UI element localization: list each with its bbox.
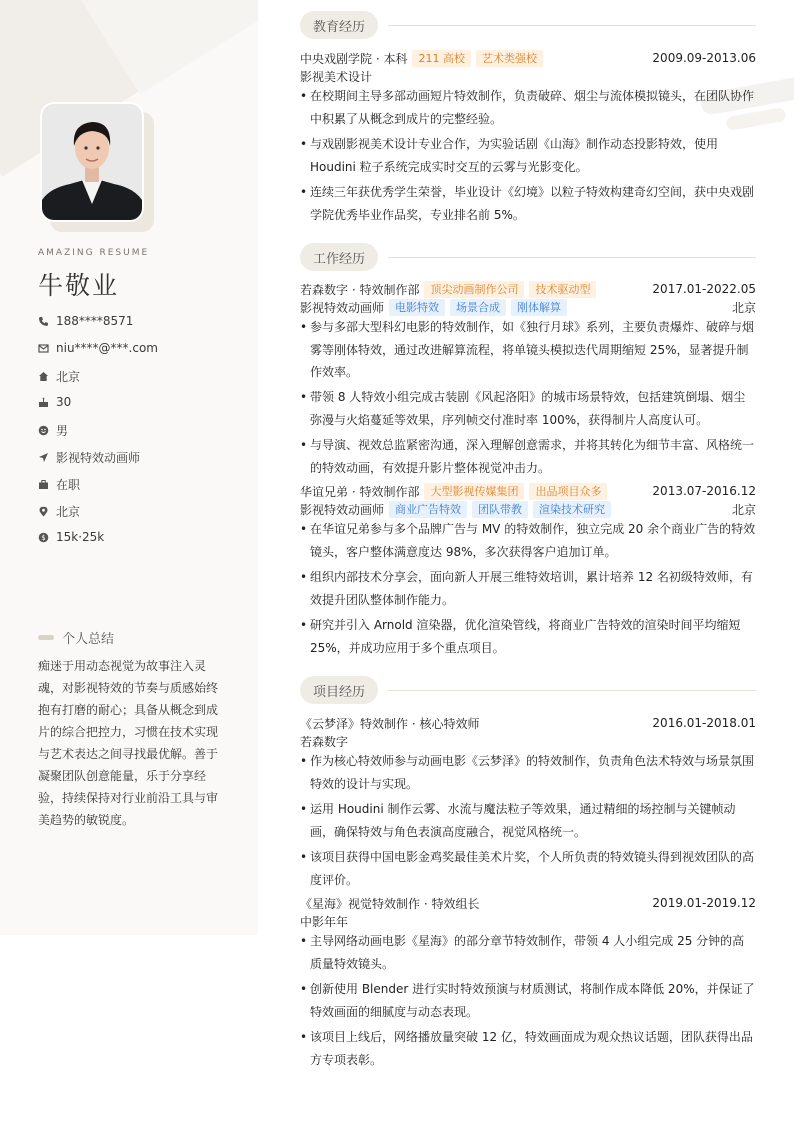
send-icon: [38, 452, 49, 463]
project-bullet: • 该项目获得中国电影金鸡奖最佳美术片奖，个人所负责的特效镜头得到视效团队的高度评价。: [300, 846, 756, 891]
project-bullet: • 主导网络动画电影《星海》的部分章节特效制作，带领 4 人小组完成 25 分钟的高质量特效镜头。: [300, 930, 756, 975]
school-tag: 艺术类强校: [476, 50, 543, 67]
position-text: 影视特效动画师: [56, 451, 141, 465]
section-divider: [388, 257, 756, 258]
phone-icon: [38, 316, 49, 327]
project-bullet: • 作为核心特效师参与动画电影《云梦泽》的特效制作，负责角色法术特效与场景氛围特效的设计与实现。: [300, 750, 756, 795]
info-location: [38, 368, 80, 385]
role-tag: 场景合成: [450, 299, 506, 316]
job-role: 影视特效动画师: [300, 502, 385, 517]
avatar-photo: [42, 104, 142, 220]
mail-icon: [38, 343, 49, 354]
section-education: [300, 11, 756, 39]
job-bullet: • 参与多部大型科幻电影的特效制作，如《独行月球》系列，主要负责爆炸、破碎与烟雾等刚体特效，通过改进解算流程，将单镜头模拟迭代周期缩短 25%，显著提升制作效率。: [300, 316, 756, 384]
summary-title-text: 个人总结: [62, 632, 115, 647]
info-status: [38, 476, 80, 493]
major-text: 影视美术设计: [300, 69, 373, 84]
summary-heading: [38, 628, 114, 647]
role-tag: 刚体解算: [511, 299, 567, 316]
target-city-text: 北京: [56, 505, 81, 519]
education-header: [300, 49, 756, 67]
company-tag: 出品项目众多: [529, 483, 607, 500]
money-icon: [38, 532, 49, 543]
job-bullet: • 研究并引入 Arnold 渲染器，优化渲染管线，将商业广告特效的渲染时间平均缩短 25%，并成功应用于多个重点项目。: [300, 614, 756, 659]
info-email: [38, 341, 158, 355]
section-title: 教育经历: [300, 11, 378, 39]
education-bullet: • 连续三年获优秀学生荣誉，毕业设计《幻境》以粒子特效构建奇幻空间，获中央戏剧学院优秀毕业作品奖，专业排名前 5%。: [300, 181, 756, 226]
education-major: [300, 67, 756, 85]
company-name: 若森数字 · 特效制作部: [300, 282, 420, 297]
section-divider: [388, 25, 756, 26]
project-name: 《星海》视觉特效制作 · 特效组长: [300, 896, 480, 911]
company-tag: 技术驱动型: [529, 281, 596, 298]
age-text: 30: [56, 395, 72, 409]
project-bullet: • 创新使用 Blender 进行实时特效预演与材质测试，将制作成本降低 20%，并保证了特效画面的细腻度与动态表现。: [300, 978, 756, 1023]
info-gender: [38, 422, 68, 439]
company-tag: 大型影视传媒集团: [424, 483, 524, 500]
school-tag: 211 高校: [412, 50, 471, 67]
briefcase-icon: [38, 479, 49, 490]
role-tag: 渲染技术研究: [533, 501, 611, 518]
info-phone: [38, 314, 133, 328]
cake-icon: [38, 397, 49, 408]
project-name: 《云梦泽》特效制作 · 核心特效师: [300, 716, 480, 731]
section-title: 项目经历: [300, 676, 378, 704]
education-bullet: • 与戏剧影视美术设计专业合作，为实验话剧《山海》制作动态投影特效，使用 Houdini 粒子系统完成实时交互的云雾与光影变化。: [300, 133, 756, 178]
job-city: 北京: [731, 502, 756, 517]
section-projects: [300, 676, 756, 704]
location-pin-icon: [38, 506, 49, 517]
job-bullet: • 带领 8 人特效小组完成古装剧《风起洛阳》的城市场景特效，包括建筑倒塌、烟尘弥漫与火焰蔓延等效果，序列帧交付准时率 100%，获得制片人高度认可。: [300, 386, 756, 431]
role-tag: 团队带教: [472, 501, 528, 518]
company-tag: 顶尖动画制作公司: [424, 281, 524, 298]
education-date: 2009.09-2013.06: [652, 51, 756, 65]
smile-icon: [38, 425, 49, 436]
role-tag: 电影特效: [389, 299, 445, 316]
project-org: 中影年年: [300, 914, 349, 929]
job-header: [300, 280, 756, 298]
job-bullet: • 组织内部技术分享会，面向新人开展三维特效培训，累计培养 12 名初级特效师，有效提升团队整体制作能力。: [300, 566, 756, 611]
section-divider: [388, 690, 756, 691]
resume-tagline: AMAZING RESUME: [38, 248, 150, 258]
salary-text: 15k·25k: [56, 530, 105, 544]
location-text: 北京: [56, 370, 81, 384]
project-org-row: [300, 912, 756, 930]
gender-text: 男: [56, 424, 69, 438]
job-header: [300, 482, 756, 500]
job-city: 北京: [731, 300, 756, 315]
section-title: 工作经历: [300, 243, 378, 271]
job-bullet: • 在华谊兄弟参与多个品牌广告与 MV 的特效制作，独立完成 20 余个商业广告的特效镜头，客户整体满意度达 98%，多次获得客户追加订单。: [300, 518, 756, 563]
job-date: 2013.07-2016.12: [652, 484, 756, 498]
project-date: 2019.01-2019.12: [652, 896, 756, 910]
project-org: 若森数字: [300, 734, 349, 749]
project-header: [300, 714, 756, 732]
job-bullet: • 与导演、视效总监紧密沟通，深入理解创意需求，并将其转化为细节丰富、风格统一的特效动画，有效提升影片整体视觉冲击力。: [300, 434, 756, 479]
education-bullet: • 在校期间主导多部动画短片特效制作，负责破碎、烟尘与流体模拟镜头，在团队协作中积累了从概念到成片的完整经验。: [300, 85, 756, 130]
school-name: 中央戏剧学院 · 本科: [300, 51, 408, 66]
heading-bar: [38, 635, 54, 640]
project-org-row: [300, 732, 756, 750]
info-target-city: [38, 503, 80, 520]
job-role: 影视特效动画师: [300, 300, 385, 315]
section-work: [300, 243, 756, 271]
info-age: [38, 395, 71, 409]
project-date: 2016.01-2018.01: [652, 716, 756, 730]
phone-text: 188****8571: [56, 314, 134, 328]
info-position: [38, 449, 140, 466]
project-bullet: • 该项目上线后，网络播放量突破 12 亿，特效画面成为观众热议话题，团队获得出品方专项表彰。: [300, 1026, 756, 1071]
info-salary: [38, 530, 104, 544]
svg-text:$: $: [41, 533, 46, 542]
candidate-name: 牛敬业: [38, 271, 120, 300]
project-header: [300, 894, 756, 912]
job-date: 2017.01-2022.05: [652, 282, 756, 296]
job-role-row: [300, 298, 756, 316]
summary-text: 痴迷于用动态视觉为故事注入灵魂，对影视特效的节奏与质感始终抱有打磨的耐心；具备从概念到成片的综合把控力，习惯在技术实现与艺术表达之间寻找最优解。善于凝聚团队创意能量，乐于分享经验，持续保持对行业前沿工具与审美趋势的敏锐度。: [38, 659, 219, 827]
company-name: 华谊兄弟 · 特效制作部: [300, 484, 420, 499]
role-tag: 商业广告特效: [389, 501, 467, 518]
job-role-row: [300, 500, 756, 518]
status-text: 在职: [56, 478, 81, 492]
project-bullet: • 运用 Houdini 制作云雾、水流与魔法粒子等效果，通过精细的场控制与关键帧动画，确保特效与角色表演高度融合，视觉风格统一。: [300, 798, 756, 843]
email-text: niu****@***.com: [56, 341, 158, 355]
home-icon: [38, 371, 49, 382]
